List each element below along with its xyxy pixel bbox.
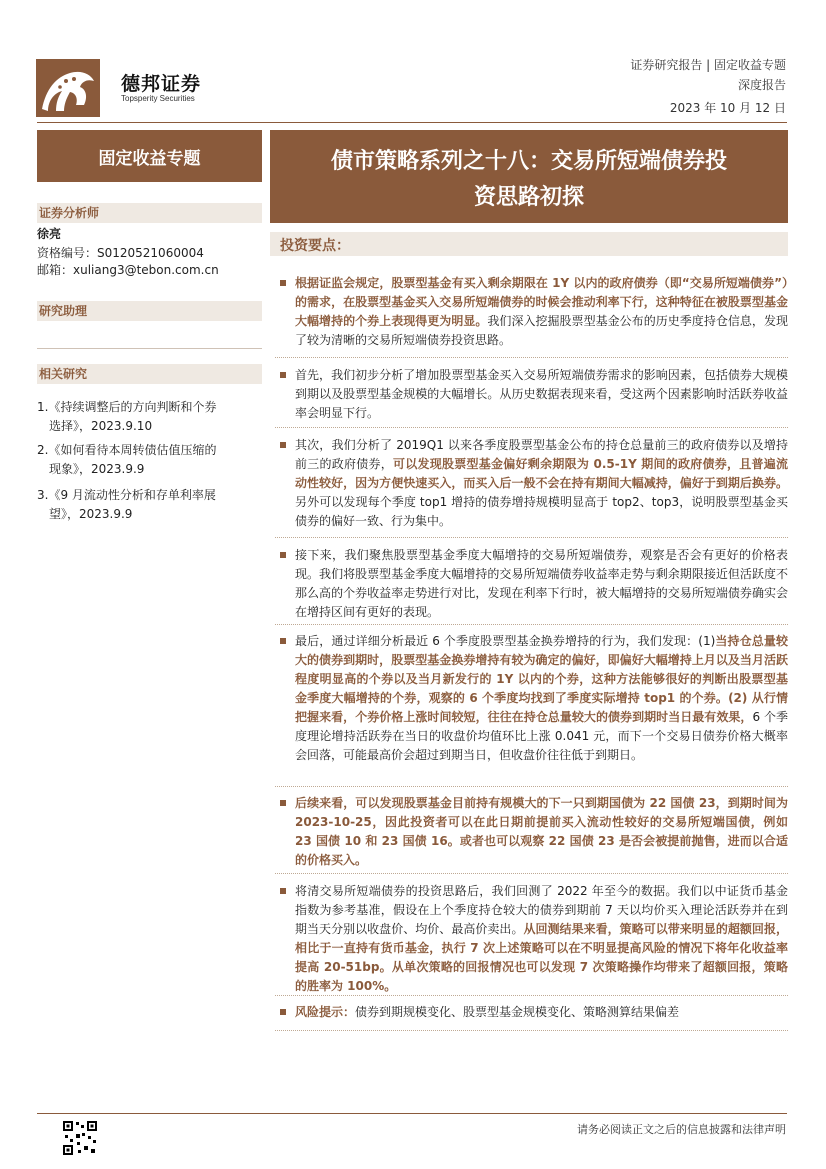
report-title-line1: 债市策略系列之十八：交易所短端债券投	[330, 148, 727, 174]
report-type: 证券研究报告 | 固定收益专题	[630, 58, 786, 72]
bullet-icon	[280, 552, 286, 558]
logo-english-name: Topsperity Securities	[121, 94, 195, 103]
company-logo-icon	[36, 59, 100, 117]
point-paragraph: 将清交易所短端债券的投资思路后，我们回测了 2022 年至今的数据。我们以中证货币基金指数为参考基准，假设在上个季度持仓较大的债券到期前 7 天以均价买入理论活跃券并在到期当天分别以收盘价、均价、最高价卖出。从回测结果来看，策略可以带来明显的超额回报，相比于一直持有货币基金，执行 7 次上述策略可以在不明显提高风险的情况下将年化收益率提高 20-51bp。从单次策略的回报情况也可以发现 7 次策略操作均带来了超额回报，策略的胜率为 100%。	[280, 882, 788, 996]
bullet-icon	[280, 442, 286, 448]
analyst-license: 资格编号：S0120521060004	[37, 246, 204, 260]
point-paragraph: 后续来看，可以发现股票基金目前持有规模大的下一只到期国债为 22 国债 23，到期时间为 2023-10-25，因此投资者可以在此日期前提前买入流动性较好的交易所短端国债，例如 23 国债 10 和 23 国债 16。或者也可以观察 22 国债 23 是否会被提前抛售，进而以合适的价格买入。	[280, 794, 788, 870]
qr-code-icon	[62, 1120, 98, 1156]
sidebar-divider	[37, 348, 262, 349]
header-divider	[37, 122, 787, 123]
paragraph-divider	[275, 873, 788, 874]
footer-disclaimer: 请务必阅读正文之后的信息披露和法律声明	[577, 1123, 786, 1136]
bullet-icon	[280, 280, 286, 286]
report-title-line2: 资思路初探	[473, 184, 584, 210]
paragraph-divider	[275, 427, 788, 428]
point-paragraph: 根据证监会规定，股票型基金有买入剩余期限在 1Y 以内的政府债券（即“交易所短端债券”）的需求，在股票型基金买入交易所短端债券的时候会推动利率下行，这种特征在被股票型基金大幅增持的个券上表现得更为明显。我们深入挖掘股票型基金公布的历史季度持仓信息，发现了较为清晰的交易所短端债券投资思路。	[280, 274, 788, 350]
report-title	[270, 130, 788, 223]
report-depth: 深度报告	[737, 78, 786, 92]
bullet-icon	[280, 800, 286, 806]
point-paragraph: 首先，我们初步分析了增加股票型基金买入交易所短端债券需求的影响因素，包括债券大规模到期以及股票型基金规模的大幅增长。从历史数据表现来看，受这两个因素影响时活跃券收益率会明显下行。	[280, 366, 788, 423]
point-paragraph: 接下来，我们聚焦股票型基金季度大幅增持的交易所短端债券，观察是否会有更好的价格表现。我们将股票型基金季度大幅增持的交易所短端债券收益率走势与剩余期限接近但活跃度不那么高的个券收益率走势进行对比，发现在利率下行时，被大幅增持的交易所短端债券确实会在增持区间有更好的表现。	[280, 546, 788, 622]
analyst-name: 徐亮	[37, 227, 62, 241]
paragraph-divider	[275, 357, 788, 358]
bullet-icon	[280, 638, 286, 644]
bullet-icon	[280, 372, 286, 378]
paragraph-divider	[275, 624, 788, 625]
logo-chinese-name: 德邦证券	[121, 73, 202, 95]
risk-warning: 风险提示：债券到期规模变化、股票型基金规模变化、策略测算结果偏差	[280, 1003, 788, 1022]
bullet-icon	[280, 888, 286, 894]
analyst-label: 证券分析师	[37, 203, 262, 223]
bullet-icon	[280, 1009, 286, 1015]
assistant-label: 研究助理	[37, 301, 262, 321]
related-item[interactable]: 2.《如何看待本周转债估值压缩的 现象》，2023.9.9	[37, 443, 217, 476]
point-paragraph: 其次，我们分析了 2019Q1 以来各季度股票型基金公布的持仓总量前三的政府债券以及增持前三的政府债券，可以发现股票型基金偏好剩余期限为 0.5-1Y 期间的政府债券，且普遍流动性较好，因为方便快速买入，而买入后一般不会在持有期间大幅减持，偏好于到期后换券。另外可以发现每个季度 top1 增持的债券增持规模明显高于 top2、top3，说明股票型基金买债券的偏好一致、行为集中。	[280, 436, 788, 531]
paragraph-divider	[275, 786, 788, 787]
footer-divider	[37, 1113, 787, 1114]
related-item[interactable]: 3.《9 月流动性分析和存单利率展 望》，2023.9.9	[37, 488, 216, 521]
analyst-email[interactable]: 邮箱：xuliang3@tebon.com.cn	[37, 263, 219, 277]
related-item[interactable]: 1.《持续调整后的方向判断和个券 选择》，2023.9.10	[37, 400, 217, 433]
paragraph-divider	[275, 1030, 788, 1031]
report-date: 2023 年 10 月 12 日	[669, 101, 786, 115]
related-research-label: 相关研究	[37, 364, 262, 384]
investment-points-header: 投资要点：	[270, 232, 788, 256]
point-paragraph: 最后，通过详细分析最近 6 个季度股票型基金换券增持的行为，我们发现：(1)当持仓总量较大的债券到期时，股票型基金换券增持有较为确定的偏好，即偏好大幅增持上月以及当月活跃程度明显高的个券以及当月新发行的 1Y 以内的个券，这种方法能够很好的判断出股票型基金季度大幅增持的个券，观察的 6 个季度均找到了季度实际增持 top1 的个券。(2) 从行情把握来看，个券价格上涨时间较短，往往在持仓总量较大的债券到期时当日最有效果，6 个季度理论增持活跃券在当日的收盘价均值环比上涨 0.041 元，而下一个交易日债券价格大概率会回落，可能最高价会超过到期当日，但收盘价往往低于到期日。	[280, 632, 788, 765]
section-title: 固定收益专题	[37, 130, 262, 182]
paragraph-divider	[275, 537, 788, 538]
paragraph-divider	[275, 995, 788, 996]
